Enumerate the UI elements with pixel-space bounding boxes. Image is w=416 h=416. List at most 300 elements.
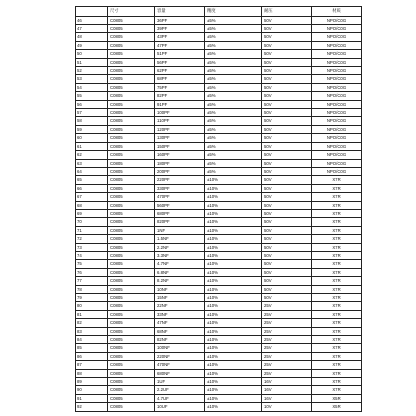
material-cell: X7R — [312, 260, 362, 268]
capacitance-cell: 180PF — [155, 159, 205, 167]
capacitance-cell: 330PF — [155, 184, 205, 192]
voltage-cell: 50V — [262, 16, 312, 24]
table-row — [76, 260, 362, 268]
voltage-cell: 50V — [262, 277, 312, 285]
table-row — [76, 58, 362, 66]
size-cell: C0805 — [108, 176, 155, 184]
material-cell: X7R — [312, 184, 362, 192]
size-cell: C0805 — [108, 151, 155, 159]
row-index: 70 — [76, 218, 108, 226]
row-index: 50 — [76, 50, 108, 58]
material-cell: X7R — [312, 344, 362, 352]
size-cell: C0805 — [108, 58, 155, 66]
table-row — [76, 361, 362, 369]
material-cell: X5R — [312, 394, 362, 402]
voltage-cell: 50V — [262, 209, 312, 217]
row-index: 77 — [76, 277, 108, 285]
size-cell: C0805 — [108, 361, 155, 369]
material-cell: X7R — [312, 268, 362, 276]
table-row — [76, 50, 362, 58]
row-index: 54 — [76, 83, 108, 91]
voltage-cell: 50V — [262, 75, 312, 83]
capacitance-cell: 120PF — [155, 125, 205, 133]
table-row — [76, 100, 362, 108]
table-row — [76, 142, 362, 150]
size-cell: C0805 — [108, 16, 155, 24]
capacitance-cell: 91PF — [155, 100, 205, 108]
table-row — [76, 285, 362, 293]
material-cell: X7R — [312, 277, 362, 285]
table-row — [76, 109, 362, 117]
table-row — [76, 184, 362, 192]
table-row — [76, 294, 362, 302]
tolerance-cell: ±5% — [205, 67, 262, 75]
material-cell: X7R — [312, 361, 362, 369]
row-index: 63 — [76, 159, 108, 167]
row-index: 69 — [76, 209, 108, 217]
tolerance-cell: ±10% — [205, 327, 262, 335]
capacitance-cell: 4.7NF — [155, 260, 205, 268]
size-cell: C0805 — [108, 142, 155, 150]
size-cell: C0805 — [108, 251, 155, 259]
capacitance-cell: 47NF — [155, 319, 205, 327]
table-row — [76, 167, 362, 175]
row-index: 79 — [76, 294, 108, 302]
capacitance-cell: 150PF — [155, 142, 205, 150]
tolerance-cell: ±10% — [205, 193, 262, 201]
capacitance-cell: 680NF — [155, 369, 205, 377]
size-cell: C0805 — [108, 302, 155, 310]
voltage-cell: 50V — [262, 218, 312, 226]
voltage-cell: 50V — [262, 226, 312, 234]
size-cell: C0805 — [108, 33, 155, 41]
capacitance-cell: 220PF — [155, 176, 205, 184]
material-cell: X7R — [312, 352, 362, 360]
size-cell: C0805 — [108, 201, 155, 209]
tolerance-cell: ±5% — [205, 50, 262, 58]
material-cell: NPO/C0G — [312, 67, 362, 75]
size-cell: C0805 — [108, 193, 155, 201]
capacitance-cell: 8.2NF — [155, 277, 205, 285]
row-index: 67 — [76, 193, 108, 201]
row-index: 87 — [76, 361, 108, 369]
size-cell: C0805 — [108, 50, 155, 58]
voltage-cell: 50V — [262, 109, 312, 117]
voltage-cell: 50V — [262, 134, 312, 142]
voltage-cell: 50V — [262, 167, 312, 175]
capacitance-cell: 56PF — [155, 58, 205, 66]
size-cell: C0805 — [108, 403, 155, 411]
size-cell: C0805 — [108, 352, 155, 360]
material-cell: NPO/C0G — [312, 125, 362, 133]
voltage-cell: 50V — [262, 243, 312, 251]
row-index: 52 — [76, 67, 108, 75]
capacitance-cell: 68PF — [155, 75, 205, 83]
material-cell: NPO/C0G — [312, 117, 362, 125]
voltage-cell: 25V — [262, 302, 312, 310]
material-cell: NPO/C0G — [312, 151, 362, 159]
row-index: 64 — [76, 167, 108, 175]
material-cell: NPO/C0G — [312, 134, 362, 142]
size-cell: C0805 — [108, 243, 155, 251]
table-row — [76, 159, 362, 167]
material-cell: NPO/C0G — [312, 75, 362, 83]
table-row — [76, 16, 362, 24]
header-voltage: 耐压 — [262, 7, 312, 17]
material-cell: X7R — [312, 218, 362, 226]
size-cell: C0805 — [108, 25, 155, 33]
voltage-cell: 25V — [262, 361, 312, 369]
row-index: 51 — [76, 58, 108, 66]
voltage-cell: 25V — [262, 310, 312, 318]
capacitance-cell: 82PF — [155, 92, 205, 100]
tolerance-cell: ±5% — [205, 159, 262, 167]
size-cell: C0805 — [108, 83, 155, 91]
voltage-cell: 50V — [262, 184, 312, 192]
row-index: 58 — [76, 117, 108, 125]
material-cell: NPO/C0G — [312, 41, 362, 49]
capacitance-cell: 51PF — [155, 50, 205, 58]
size-cell: C0805 — [108, 75, 155, 83]
voltage-cell: 50V — [262, 50, 312, 58]
capacitance-cell: 470PF — [155, 193, 205, 201]
capacitance-cell: 1UF — [155, 378, 205, 386]
row-index: 91 — [76, 394, 108, 402]
row-index: 71 — [76, 226, 108, 234]
material-cell: X7R — [312, 235, 362, 243]
size-cell: C0805 — [108, 319, 155, 327]
tolerance-cell: ±5% — [205, 134, 262, 142]
header-material: 材质 — [312, 7, 362, 17]
capacitance-cell: 43PF — [155, 33, 205, 41]
row-index: 60 — [76, 134, 108, 142]
size-cell: C0805 — [108, 327, 155, 335]
voltage-cell: 50V — [262, 125, 312, 133]
size-cell: C0805 — [108, 386, 155, 394]
material-cell: X7R — [312, 327, 362, 335]
capacitance-cell: 100NF — [155, 344, 205, 352]
voltage-cell: 50V — [262, 294, 312, 302]
tolerance-cell: ±10% — [205, 369, 262, 377]
row-index: 56 — [76, 100, 108, 108]
voltage-cell: 50V — [262, 33, 312, 41]
header-size: 尺寸 — [108, 7, 155, 17]
tolerance-cell: ±10% — [205, 201, 262, 209]
row-index: 84 — [76, 336, 108, 344]
size-cell: C0805 — [108, 167, 155, 175]
capacitance-cell: 10NF — [155, 285, 205, 293]
tolerance-cell: ±10% — [205, 235, 262, 243]
size-cell: C0805 — [108, 159, 155, 167]
voltage-cell: 25V — [262, 369, 312, 377]
table-row — [76, 151, 362, 159]
capacitance-cell: 2.2NF — [155, 243, 205, 251]
tolerance-cell: ±10% — [205, 277, 262, 285]
voltage-cell: 50V — [262, 151, 312, 159]
material-cell: X7R — [312, 302, 362, 310]
row-index: 86 — [76, 352, 108, 360]
material-cell: NPO/C0G — [312, 83, 362, 91]
table-row — [76, 369, 362, 377]
capacitance-cell: 1NF — [155, 226, 205, 234]
size-cell: C0805 — [108, 369, 155, 377]
capacitance-cell: 68NF — [155, 327, 205, 335]
tolerance-cell: ±10% — [205, 260, 262, 268]
table-row — [76, 251, 362, 259]
row-index: 61 — [76, 142, 108, 150]
row-index: 72 — [76, 235, 108, 243]
tolerance-cell: ±5% — [205, 151, 262, 159]
size-cell: C0805 — [108, 109, 155, 117]
tolerance-cell: ±5% — [205, 167, 262, 175]
size-cell: C0805 — [108, 310, 155, 318]
row-index: 81 — [76, 310, 108, 318]
material-cell: NPO/C0G — [312, 16, 362, 24]
voltage-cell: 50V — [262, 193, 312, 201]
row-index: 65 — [76, 176, 108, 184]
table-row — [76, 125, 362, 133]
voltage-cell: 16V — [262, 378, 312, 386]
tolerance-cell: ±10% — [205, 243, 262, 251]
row-index: 78 — [76, 285, 108, 293]
size-cell: C0805 — [108, 336, 155, 344]
voltage-cell: 50V — [262, 100, 312, 108]
row-index: 55 — [76, 92, 108, 100]
tolerance-cell: ±10% — [205, 394, 262, 402]
voltage-cell: 16V — [262, 394, 312, 402]
capacitance-cell: 22NF — [155, 302, 205, 310]
table-row — [76, 394, 362, 402]
row-index: 66 — [76, 184, 108, 192]
material-cell: X7R — [312, 319, 362, 327]
material-cell: X7R — [312, 193, 362, 201]
capacitance-cell: 36PF — [155, 16, 205, 24]
capacitance-cell: 39PF — [155, 25, 205, 33]
header-index — [76, 7, 108, 17]
tolerance-cell: ±5% — [205, 25, 262, 33]
size-cell: C0805 — [108, 117, 155, 125]
row-index: 88 — [76, 369, 108, 377]
table-row — [76, 235, 362, 243]
row-index: 59 — [76, 125, 108, 133]
tolerance-cell: ±5% — [205, 142, 262, 150]
voltage-cell: 50V — [262, 25, 312, 33]
tolerance-cell: ±10% — [205, 310, 262, 318]
table-row — [76, 201, 362, 209]
capacitance-cell: 160PF — [155, 151, 205, 159]
size-cell: C0805 — [108, 285, 155, 293]
row-index: 92 — [76, 403, 108, 411]
tolerance-cell: ±5% — [205, 125, 262, 133]
table-row — [76, 75, 362, 83]
capacitor-spec-table — [75, 6, 362, 412]
row-index: 46 — [76, 16, 108, 24]
size-cell: C0805 — [108, 378, 155, 386]
voltage-cell: 50V — [262, 58, 312, 66]
voltage-cell: 50V — [262, 159, 312, 167]
tolerance-cell: ±10% — [205, 302, 262, 310]
row-index: 76 — [76, 268, 108, 276]
material-cell: X7R — [312, 386, 362, 394]
row-index: 75 — [76, 260, 108, 268]
table-row — [76, 336, 362, 344]
table-row — [76, 117, 362, 125]
tolerance-cell: ±10% — [205, 268, 262, 276]
voltage-cell: 50V — [262, 201, 312, 209]
material-cell: NPO/C0G — [312, 50, 362, 58]
tolerance-cell: ±10% — [205, 319, 262, 327]
material-cell: X7R — [312, 209, 362, 217]
material-cell: X7R — [312, 251, 362, 259]
table-row — [76, 218, 362, 226]
table-row — [76, 310, 362, 318]
table-row — [76, 344, 362, 352]
voltage-cell: 50V — [262, 268, 312, 276]
table-row — [76, 134, 362, 142]
capacitance-cell: 100PF — [155, 109, 205, 117]
voltage-cell: 25V — [262, 352, 312, 360]
row-index: 57 — [76, 109, 108, 117]
size-cell: C0805 — [108, 125, 155, 133]
size-cell: C0805 — [108, 268, 155, 276]
voltage-cell: 50V — [262, 67, 312, 75]
table-row — [76, 226, 362, 234]
size-cell: C0805 — [108, 394, 155, 402]
capacitance-cell: 560PF — [155, 201, 205, 209]
table-row — [76, 33, 362, 41]
voltage-cell: 16V — [262, 386, 312, 394]
tolerance-cell: ±5% — [205, 33, 262, 41]
voltage-cell: 50V — [262, 41, 312, 49]
table-row — [76, 41, 362, 49]
table-row — [76, 176, 362, 184]
tolerance-cell: ±10% — [205, 209, 262, 217]
row-index: 82 — [76, 319, 108, 327]
table-row — [76, 67, 362, 75]
size-cell: C0805 — [108, 294, 155, 302]
tolerance-cell: ±10% — [205, 386, 262, 394]
material-cell: X7R — [312, 369, 362, 377]
capacitance-cell: 15NF — [155, 294, 205, 302]
row-index: 85 — [76, 344, 108, 352]
capacitance-cell: 33NF — [155, 310, 205, 318]
material-cell: X7R — [312, 176, 362, 184]
size-cell: C0805 — [108, 344, 155, 352]
header-tolerance: 精度 — [205, 7, 262, 17]
table-row — [76, 83, 362, 91]
size-cell: C0805 — [108, 209, 155, 217]
size-cell: C0805 — [108, 218, 155, 226]
size-cell: C0805 — [108, 260, 155, 268]
table-row — [76, 209, 362, 217]
row-index: 83 — [76, 327, 108, 335]
size-cell: C0805 — [108, 235, 155, 243]
capacitance-cell: 130PF — [155, 134, 205, 142]
capacitance-cell: 820PF — [155, 218, 205, 226]
material-cell: X7R — [312, 378, 362, 386]
row-index: 73 — [76, 243, 108, 251]
table-row — [76, 25, 362, 33]
size-cell: C0805 — [108, 134, 155, 142]
capacitance-cell: 470NF — [155, 361, 205, 369]
voltage-cell: 25V — [262, 336, 312, 344]
material-cell: X7R — [312, 243, 362, 251]
tolerance-cell: ±10% — [205, 336, 262, 344]
tolerance-cell: ±5% — [205, 58, 262, 66]
size-cell: C0805 — [108, 41, 155, 49]
voltage-cell: 10V — [262, 403, 312, 411]
tolerance-cell: ±10% — [205, 285, 262, 293]
material-cell: NPO/C0G — [312, 100, 362, 108]
size-cell: C0805 — [108, 184, 155, 192]
tolerance-cell: ±10% — [205, 403, 262, 411]
capacitance-cell: 110PF — [155, 117, 205, 125]
capacitance-cell: 75PF — [155, 83, 205, 91]
voltage-cell: 50V — [262, 142, 312, 150]
size-cell: C0805 — [108, 67, 155, 75]
row-index: 62 — [76, 151, 108, 159]
table-row — [76, 352, 362, 360]
material-cell: NPO/C0G — [312, 25, 362, 33]
tolerance-cell: ±5% — [205, 92, 262, 100]
material-cell: NPO/C0G — [312, 92, 362, 100]
material-cell: NPO/C0G — [312, 58, 362, 66]
table-row — [76, 327, 362, 335]
capacitance-cell: 4.7UF — [155, 394, 205, 402]
voltage-cell: 50V — [262, 176, 312, 184]
material-cell: NPO/C0G — [312, 109, 362, 117]
row-index: 53 — [76, 75, 108, 83]
material-cell: X7R — [312, 201, 362, 209]
tolerance-cell: ±5% — [205, 100, 262, 108]
capacitance-cell: 82NF — [155, 336, 205, 344]
capacitance-cell: 3.3NF — [155, 251, 205, 259]
capacitance-cell: 62PF — [155, 67, 205, 75]
table-body — [76, 16, 362, 411]
table-row — [76, 403, 362, 411]
capacitance-cell: 2.2UF — [155, 386, 205, 394]
row-index: 90 — [76, 386, 108, 394]
material-cell: X7R — [312, 285, 362, 293]
voltage-cell: 50V — [262, 92, 312, 100]
size-cell: C0805 — [108, 92, 155, 100]
size-cell: C0805 — [108, 100, 155, 108]
capacitance-cell: 6.8NF — [155, 268, 205, 276]
row-index: 80 — [76, 302, 108, 310]
table-row — [76, 302, 362, 310]
table-row — [76, 268, 362, 276]
material-cell: X7R — [312, 310, 362, 318]
row-index: 89 — [76, 378, 108, 386]
table-header-row — [76, 7, 362, 17]
tolerance-cell: ±10% — [205, 352, 262, 360]
material-cell: NPO/C0G — [312, 142, 362, 150]
voltage-cell: 50V — [262, 251, 312, 259]
tolerance-cell: ±10% — [205, 184, 262, 192]
row-index: 74 — [76, 251, 108, 259]
tolerance-cell: ±10% — [205, 294, 262, 302]
header-capacitance: 容量 — [155, 7, 205, 17]
tolerance-cell: ±10% — [205, 344, 262, 352]
size-cell: C0805 — [108, 226, 155, 234]
tolerance-cell: ±10% — [205, 226, 262, 234]
voltage-cell: 50V — [262, 260, 312, 268]
voltage-cell: 50V — [262, 285, 312, 293]
voltage-cell: 50V — [262, 83, 312, 91]
tolerance-cell: ±10% — [205, 361, 262, 369]
material-cell: NPO/C0G — [312, 167, 362, 175]
table-row — [76, 319, 362, 327]
